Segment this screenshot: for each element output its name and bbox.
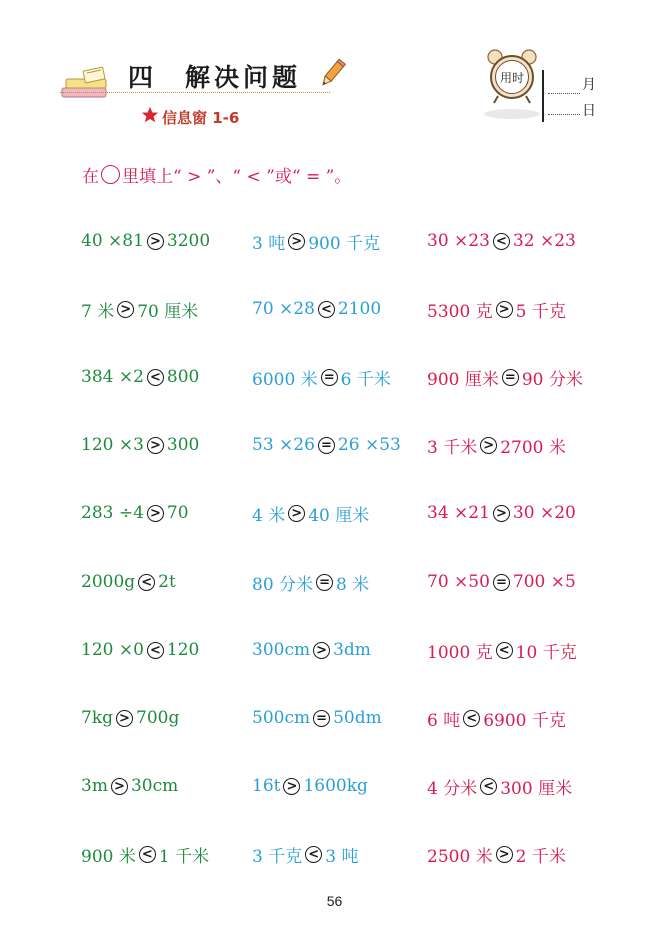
chapter-title: 解决问题 bbox=[185, 63, 302, 92]
right-expression: 6 千米 bbox=[340, 369, 391, 390]
answer-circle: > bbox=[496, 301, 513, 318]
left-expression: 283 ÷4 bbox=[81, 503, 144, 523]
comparison-problem bbox=[81, 570, 176, 594]
date-divider bbox=[542, 70, 544, 122]
left-expression: 384 ×2 bbox=[81, 367, 144, 387]
title-divider bbox=[60, 92, 330, 93]
answer-circle: > bbox=[117, 301, 134, 318]
right-expression: 30cm bbox=[130, 776, 179, 796]
left-expression: 70 ×28 bbox=[252, 299, 315, 319]
pencil-icon bbox=[317, 58, 347, 90]
problem-row bbox=[0, 365, 669, 389]
right-expression: 32 ×23 bbox=[512, 231, 576, 251]
problem-row bbox=[0, 842, 669, 866]
comparison-problem bbox=[81, 842, 209, 866]
right-expression: 10 千克 bbox=[515, 642, 577, 663]
left-expression: 6000 米 bbox=[252, 369, 318, 390]
comparison-problem bbox=[252, 842, 358, 866]
problem-row bbox=[0, 229, 669, 253]
answer-circle: > bbox=[147, 505, 164, 522]
comparison-problem bbox=[252, 570, 369, 594]
right-expression: 1600kg bbox=[303, 776, 368, 796]
answer-circle: > bbox=[147, 437, 164, 454]
left-expression: 4 米 bbox=[252, 505, 286, 526]
comparison-problem bbox=[427, 842, 566, 866]
answer-circle: = bbox=[493, 574, 510, 591]
answer-circle: < bbox=[147, 369, 164, 386]
comparison-problem bbox=[81, 229, 210, 253]
comparison-problem bbox=[252, 365, 391, 389]
right-expression: 120 bbox=[166, 640, 200, 660]
problem-row bbox=[0, 774, 669, 798]
problem-row bbox=[0, 570, 669, 594]
comparison-problem bbox=[252, 774, 368, 798]
month-blank bbox=[548, 93, 580, 94]
answer-circle: < bbox=[463, 710, 480, 727]
left-expression: 4 分米 bbox=[427, 778, 478, 799]
answer-circle: > bbox=[496, 846, 513, 863]
right-expression: 5 千克 bbox=[515, 301, 566, 322]
answer-circle: > bbox=[283, 778, 300, 795]
comparison-problem bbox=[81, 297, 198, 321]
right-expression: 800 bbox=[166, 367, 200, 387]
day-label: 日 bbox=[582, 103, 596, 119]
comparison-problem bbox=[252, 433, 401, 457]
comparison-problem bbox=[252, 501, 369, 525]
answer-circle: > bbox=[480, 437, 497, 454]
left-expression: 3 千米 bbox=[427, 437, 478, 458]
answer-circle: > bbox=[147, 233, 164, 250]
comparison-problem bbox=[81, 501, 189, 525]
month-label: 月 bbox=[582, 77, 596, 93]
left-expression: 3m bbox=[81, 776, 108, 796]
left-expression: 16t bbox=[252, 776, 281, 796]
instruction-before: 在 bbox=[82, 167, 99, 187]
answer-circle: < bbox=[496, 642, 513, 659]
comparison-problem bbox=[252, 229, 380, 253]
comparison-problem bbox=[427, 706, 566, 730]
answer-circle: < bbox=[305, 846, 322, 863]
right-expression: 700 ×5 bbox=[512, 572, 576, 592]
right-expression: 6900 千克 bbox=[483, 710, 566, 731]
answer-circle: = bbox=[313, 710, 330, 727]
right-expression: 50dm bbox=[333, 708, 382, 728]
comparison-problem bbox=[81, 365, 199, 389]
left-expression: 1000 克 bbox=[427, 642, 493, 663]
answer-circle: > bbox=[288, 505, 305, 522]
answer-circle: > bbox=[313, 642, 330, 659]
left-expression: 30 ×23 bbox=[427, 231, 490, 251]
left-expression: 120 ×3 bbox=[81, 435, 144, 455]
right-expression: 8 米 bbox=[336, 574, 370, 595]
left-expression: 900 米 bbox=[81, 846, 136, 867]
right-expression: 70 bbox=[166, 503, 189, 523]
comparison-problem bbox=[427, 365, 583, 389]
answer-circle: < bbox=[139, 846, 156, 863]
instruction bbox=[82, 162, 351, 187]
right-expression: 2700 米 bbox=[500, 437, 566, 458]
answer-circle: > bbox=[493, 505, 510, 522]
left-expression: 34 ×21 bbox=[427, 503, 490, 523]
clock-label: 用时 bbox=[499, 71, 525, 85]
left-expression: 2500 米 bbox=[427, 846, 493, 867]
right-expression: 26 ×53 bbox=[337, 435, 401, 455]
right-expression: 3200 bbox=[166, 231, 211, 251]
right-expression: 2100 bbox=[337, 299, 382, 319]
left-expression: 7 米 bbox=[81, 301, 115, 322]
comparison-problem bbox=[427, 229, 576, 253]
left-expression: 3 吨 bbox=[252, 233, 286, 254]
right-expression: 700g bbox=[136, 708, 180, 728]
page-number: 56 bbox=[326, 893, 343, 909]
left-expression: 3 千克 bbox=[252, 846, 303, 867]
left-expression: 2000g bbox=[81, 572, 136, 592]
problem-row bbox=[0, 501, 669, 525]
comparison-problem bbox=[427, 570, 576, 594]
right-expression: 3dm bbox=[333, 640, 371, 660]
comparison-problem bbox=[252, 297, 381, 321]
alarm-clock-icon bbox=[482, 46, 542, 122]
left-expression: 5300 克 bbox=[427, 301, 493, 322]
day-blank bbox=[548, 114, 580, 115]
answer-circle: = bbox=[321, 369, 338, 386]
right-expression: 300 bbox=[166, 435, 200, 455]
right-expression: 90 分米 bbox=[521, 369, 583, 390]
answer-circle: < bbox=[147, 642, 164, 659]
answer-circle: = bbox=[318, 437, 335, 454]
right-expression: 70 厘米 bbox=[137, 301, 199, 322]
comparison-problem bbox=[427, 501, 576, 525]
left-expression: 53 ×26 bbox=[252, 435, 315, 455]
left-expression: 6 吨 bbox=[427, 710, 461, 731]
books-icon bbox=[60, 66, 118, 100]
star-icon bbox=[141, 106, 159, 124]
answer-circle: > bbox=[111, 778, 128, 795]
problem-row bbox=[0, 297, 669, 321]
right-expression: 40 厘米 bbox=[308, 505, 370, 526]
left-expression: 70 ×50 bbox=[427, 572, 490, 592]
comparison-problem bbox=[427, 774, 572, 798]
left-expression: 80 分米 bbox=[252, 574, 314, 595]
info-window-label: 信息窗 1-6 bbox=[162, 109, 240, 127]
answer-circle: < bbox=[480, 778, 497, 795]
comparison-problem bbox=[427, 433, 566, 457]
comparison-problem bbox=[81, 774, 178, 798]
comparison-problem bbox=[81, 638, 199, 662]
right-expression: 2t bbox=[158, 572, 176, 592]
answer-circle: = bbox=[316, 574, 333, 591]
answer-circle: > bbox=[288, 233, 305, 250]
comparison-problem bbox=[427, 638, 577, 662]
left-expression: 120 ×0 bbox=[81, 640, 144, 660]
right-expression: 30 ×20 bbox=[512, 503, 576, 523]
answer-circle: > bbox=[116, 710, 133, 727]
left-expression: 7kg bbox=[81, 708, 113, 728]
answer-circle: < bbox=[493, 233, 510, 250]
instruction-after: 里填上“ > ”、“ < ”或“ = ”。 bbox=[122, 167, 352, 187]
comparison-problem bbox=[252, 638, 371, 662]
right-expression: 900 千克 bbox=[308, 233, 381, 254]
answer-circle: = bbox=[502, 369, 519, 386]
problem-row bbox=[0, 638, 669, 662]
circle-icon bbox=[101, 165, 120, 184]
comparison-problem bbox=[81, 706, 179, 730]
left-expression: 900 厘米 bbox=[427, 369, 499, 390]
chapter-number: 四 bbox=[128, 63, 155, 92]
left-expression: 300cm bbox=[252, 640, 311, 660]
comparison-problem bbox=[252, 706, 382, 730]
left-expression: 500cm bbox=[252, 708, 311, 728]
left-expression: 40 ×81 bbox=[81, 231, 144, 251]
right-expression: 300 厘米 bbox=[500, 778, 573, 799]
problem-row bbox=[0, 433, 669, 457]
answer-circle: < bbox=[318, 301, 335, 318]
answer-circle: < bbox=[138, 574, 155, 591]
problem-row bbox=[0, 706, 669, 730]
right-expression: 2 千米 bbox=[515, 846, 566, 867]
right-expression: 3 吨 bbox=[325, 846, 359, 867]
right-expression: 1 千米 bbox=[158, 846, 210, 867]
comparison-problem bbox=[81, 433, 199, 457]
comparison-problem bbox=[427, 297, 566, 321]
